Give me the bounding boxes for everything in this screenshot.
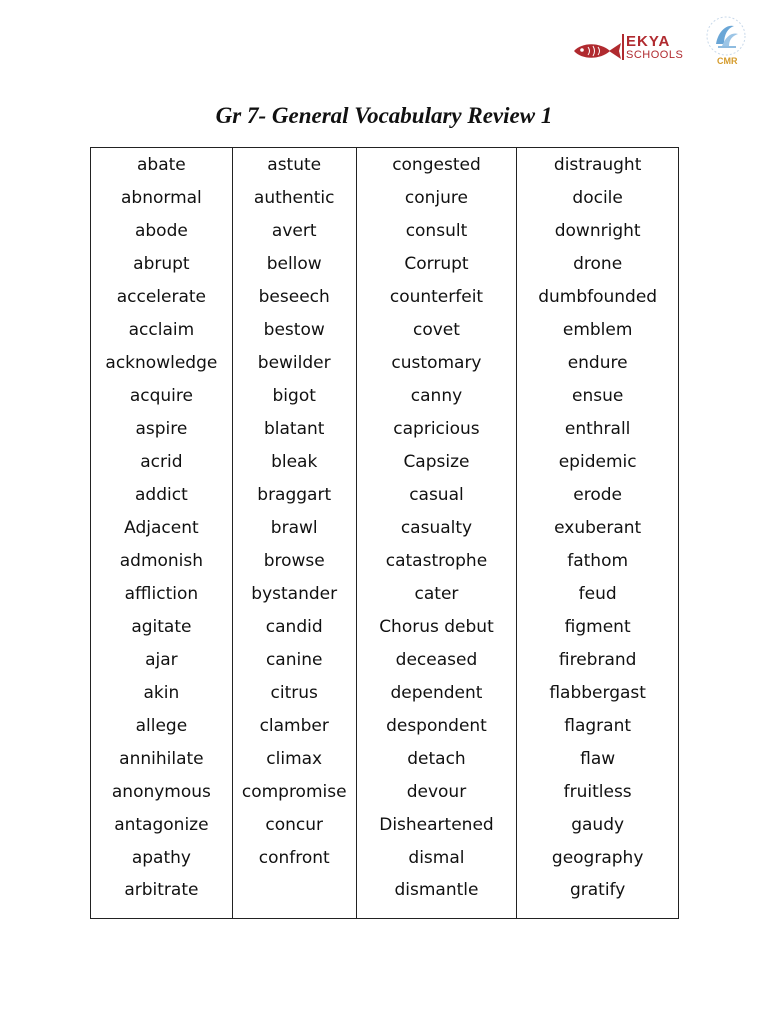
vocab-word: abate <box>91 148 233 182</box>
fish-logo-icon <box>572 40 622 62</box>
vocab-word: fruitless <box>517 775 679 808</box>
vocab-word: drone <box>517 247 679 280</box>
vocab-word: concur <box>232 808 356 841</box>
vocab-word: gratify <box>517 874 679 919</box>
vocab-word: capricious <box>356 412 517 445</box>
vocab-word: bellow <box>232 247 356 280</box>
vocab-word: climax <box>232 742 356 775</box>
vocab-word: beseech <box>232 280 356 313</box>
vocab-word: enthrall <box>517 412 679 445</box>
vocab-word: dependent <box>356 676 517 709</box>
vocab-word: authentic <box>232 181 356 214</box>
table-row <box>91 148 679 182</box>
vocab-word: browse <box>232 544 356 577</box>
vocab-word: Capsize <box>356 445 517 478</box>
vocab-word: antagonize <box>91 808 233 841</box>
table-row <box>91 346 679 379</box>
vocab-word: acknowledge <box>91 346 233 379</box>
brand-bottom-text: SCHOOLS <box>626 49 684 61</box>
vocab-word: distraught <box>517 148 679 182</box>
vocab-word: Chorus debut <box>356 610 517 643</box>
vocab-word: despondent <box>356 709 517 742</box>
table-row <box>91 610 679 643</box>
table-row <box>91 445 679 478</box>
vocab-word: aspire <box>91 412 233 445</box>
vocab-word: agitate <box>91 610 233 643</box>
vocab-word: avert <box>232 214 356 247</box>
vocab-word: customary <box>356 346 517 379</box>
vocab-word: detach <box>356 742 517 775</box>
header-logos <box>570 14 760 74</box>
ekya-schools-logo <box>626 34 683 61</box>
brand-divider <box>622 34 624 60</box>
vocab-word: Adjacent <box>91 511 233 544</box>
vocab-word: casualty <box>356 511 517 544</box>
table-row <box>91 214 679 247</box>
vocab-word: feud <box>517 577 679 610</box>
vocab-word: docile <box>517 181 679 214</box>
vocab-word: allege <box>91 709 233 742</box>
table-row <box>91 478 679 511</box>
table-row <box>91 577 679 610</box>
cmr-label: CMR <box>717 56 738 66</box>
vocab-word: braggart <box>232 478 356 511</box>
vocab-word: annihilate <box>91 742 233 775</box>
vocab-word: downright <box>517 214 679 247</box>
vocab-word: firebrand <box>517 643 679 676</box>
vocab-word: catastrophe <box>356 544 517 577</box>
vocab-word: flaw <box>517 742 679 775</box>
vocab-word: blatant <box>232 412 356 445</box>
vocab-word: bystander <box>232 577 356 610</box>
vocab-word: admonish <box>91 544 233 577</box>
vocab-word: flagrant <box>517 709 679 742</box>
vocab-word: conjure <box>356 181 517 214</box>
vocab-word: canine <box>232 643 356 676</box>
table-row <box>91 808 679 841</box>
vocab-word: ajar <box>91 643 233 676</box>
table-row <box>91 643 679 676</box>
vocab-word: exuberant <box>517 511 679 544</box>
vocab-word: covet <box>356 313 517 346</box>
vocab-word: flabbergast <box>517 676 679 709</box>
vocab-word: figment <box>517 610 679 643</box>
vocab-word: counterfeit <box>356 280 517 313</box>
vocab-word: compromise <box>232 775 356 808</box>
vocab-word: confront <box>232 841 356 874</box>
vocab-word: geography <box>517 841 679 874</box>
table-row <box>91 709 679 742</box>
vocab-word: Corrupt <box>356 247 517 280</box>
vocab-word: acclaim <box>91 313 233 346</box>
vocab-word: addict <box>91 478 233 511</box>
vocabulary-table <box>90 147 679 919</box>
vocab-word: affliction <box>91 577 233 610</box>
vocab-word: erode <box>517 478 679 511</box>
vocab-word: candid <box>232 610 356 643</box>
table-row <box>91 247 679 280</box>
vocab-word: akin <box>91 676 233 709</box>
vocab-word: endure <box>517 346 679 379</box>
table-row <box>91 874 679 919</box>
vocab-word: dismantle <box>356 874 517 919</box>
table-row <box>91 280 679 313</box>
vocab-word: devour <box>356 775 517 808</box>
vocab-word: epidemic <box>517 445 679 478</box>
vocab-word: gaudy <box>517 808 679 841</box>
vocab-word: brawl <box>232 511 356 544</box>
vocab-word: dumbfounded <box>517 280 679 313</box>
vocab-word: emblem <box>517 313 679 346</box>
vocab-word: dismal <box>356 841 517 874</box>
vocab-word: bigot <box>232 379 356 412</box>
vocab-word: bleak <box>232 445 356 478</box>
vocab-word: abnormal <box>91 181 233 214</box>
vocab-word: accelerate <box>91 280 233 313</box>
table-row <box>91 676 679 709</box>
cmr-emblem-icon <box>704 14 748 58</box>
vocab-word: abrupt <box>91 247 233 280</box>
page-title: Gr 7- General Vocabulary Review 1 <box>215 103 553 128</box>
table-row <box>91 841 679 874</box>
table-row <box>91 379 679 412</box>
brand-top-text: EKYA <box>626 33 671 50</box>
vocab-word: apathy <box>91 841 233 874</box>
vocab-word: acquire <box>91 379 233 412</box>
table-row <box>91 511 679 544</box>
table-row <box>91 181 679 214</box>
vocab-word: arbitrate <box>91 874 233 919</box>
vocab-word: abode <box>91 214 233 247</box>
vocab-word: Disheartened <box>356 808 517 841</box>
vocab-word: acrid <box>91 445 233 478</box>
vocab-word: canny <box>356 379 517 412</box>
vocab-word: consult <box>356 214 517 247</box>
vocab-word: bewilder <box>232 346 356 379</box>
table-row <box>91 313 679 346</box>
table-row <box>91 544 679 577</box>
vocab-word: clamber <box>232 709 356 742</box>
vocab-word <box>232 874 356 919</box>
vocab-word: fathom <box>517 544 679 577</box>
vocab-word: deceased <box>356 643 517 676</box>
table-row <box>91 742 679 775</box>
vocab-word: congested <box>356 148 517 182</box>
vocab-word: astute <box>232 148 356 182</box>
vocab-word: ensue <box>517 379 679 412</box>
vocab-word: bestow <box>232 313 356 346</box>
vocab-word: anonymous <box>91 775 233 808</box>
vocab-word: cater <box>356 577 517 610</box>
vocab-word: casual <box>356 478 517 511</box>
table-row <box>91 412 679 445</box>
vocab-word: citrus <box>232 676 356 709</box>
table-row <box>91 775 679 808</box>
